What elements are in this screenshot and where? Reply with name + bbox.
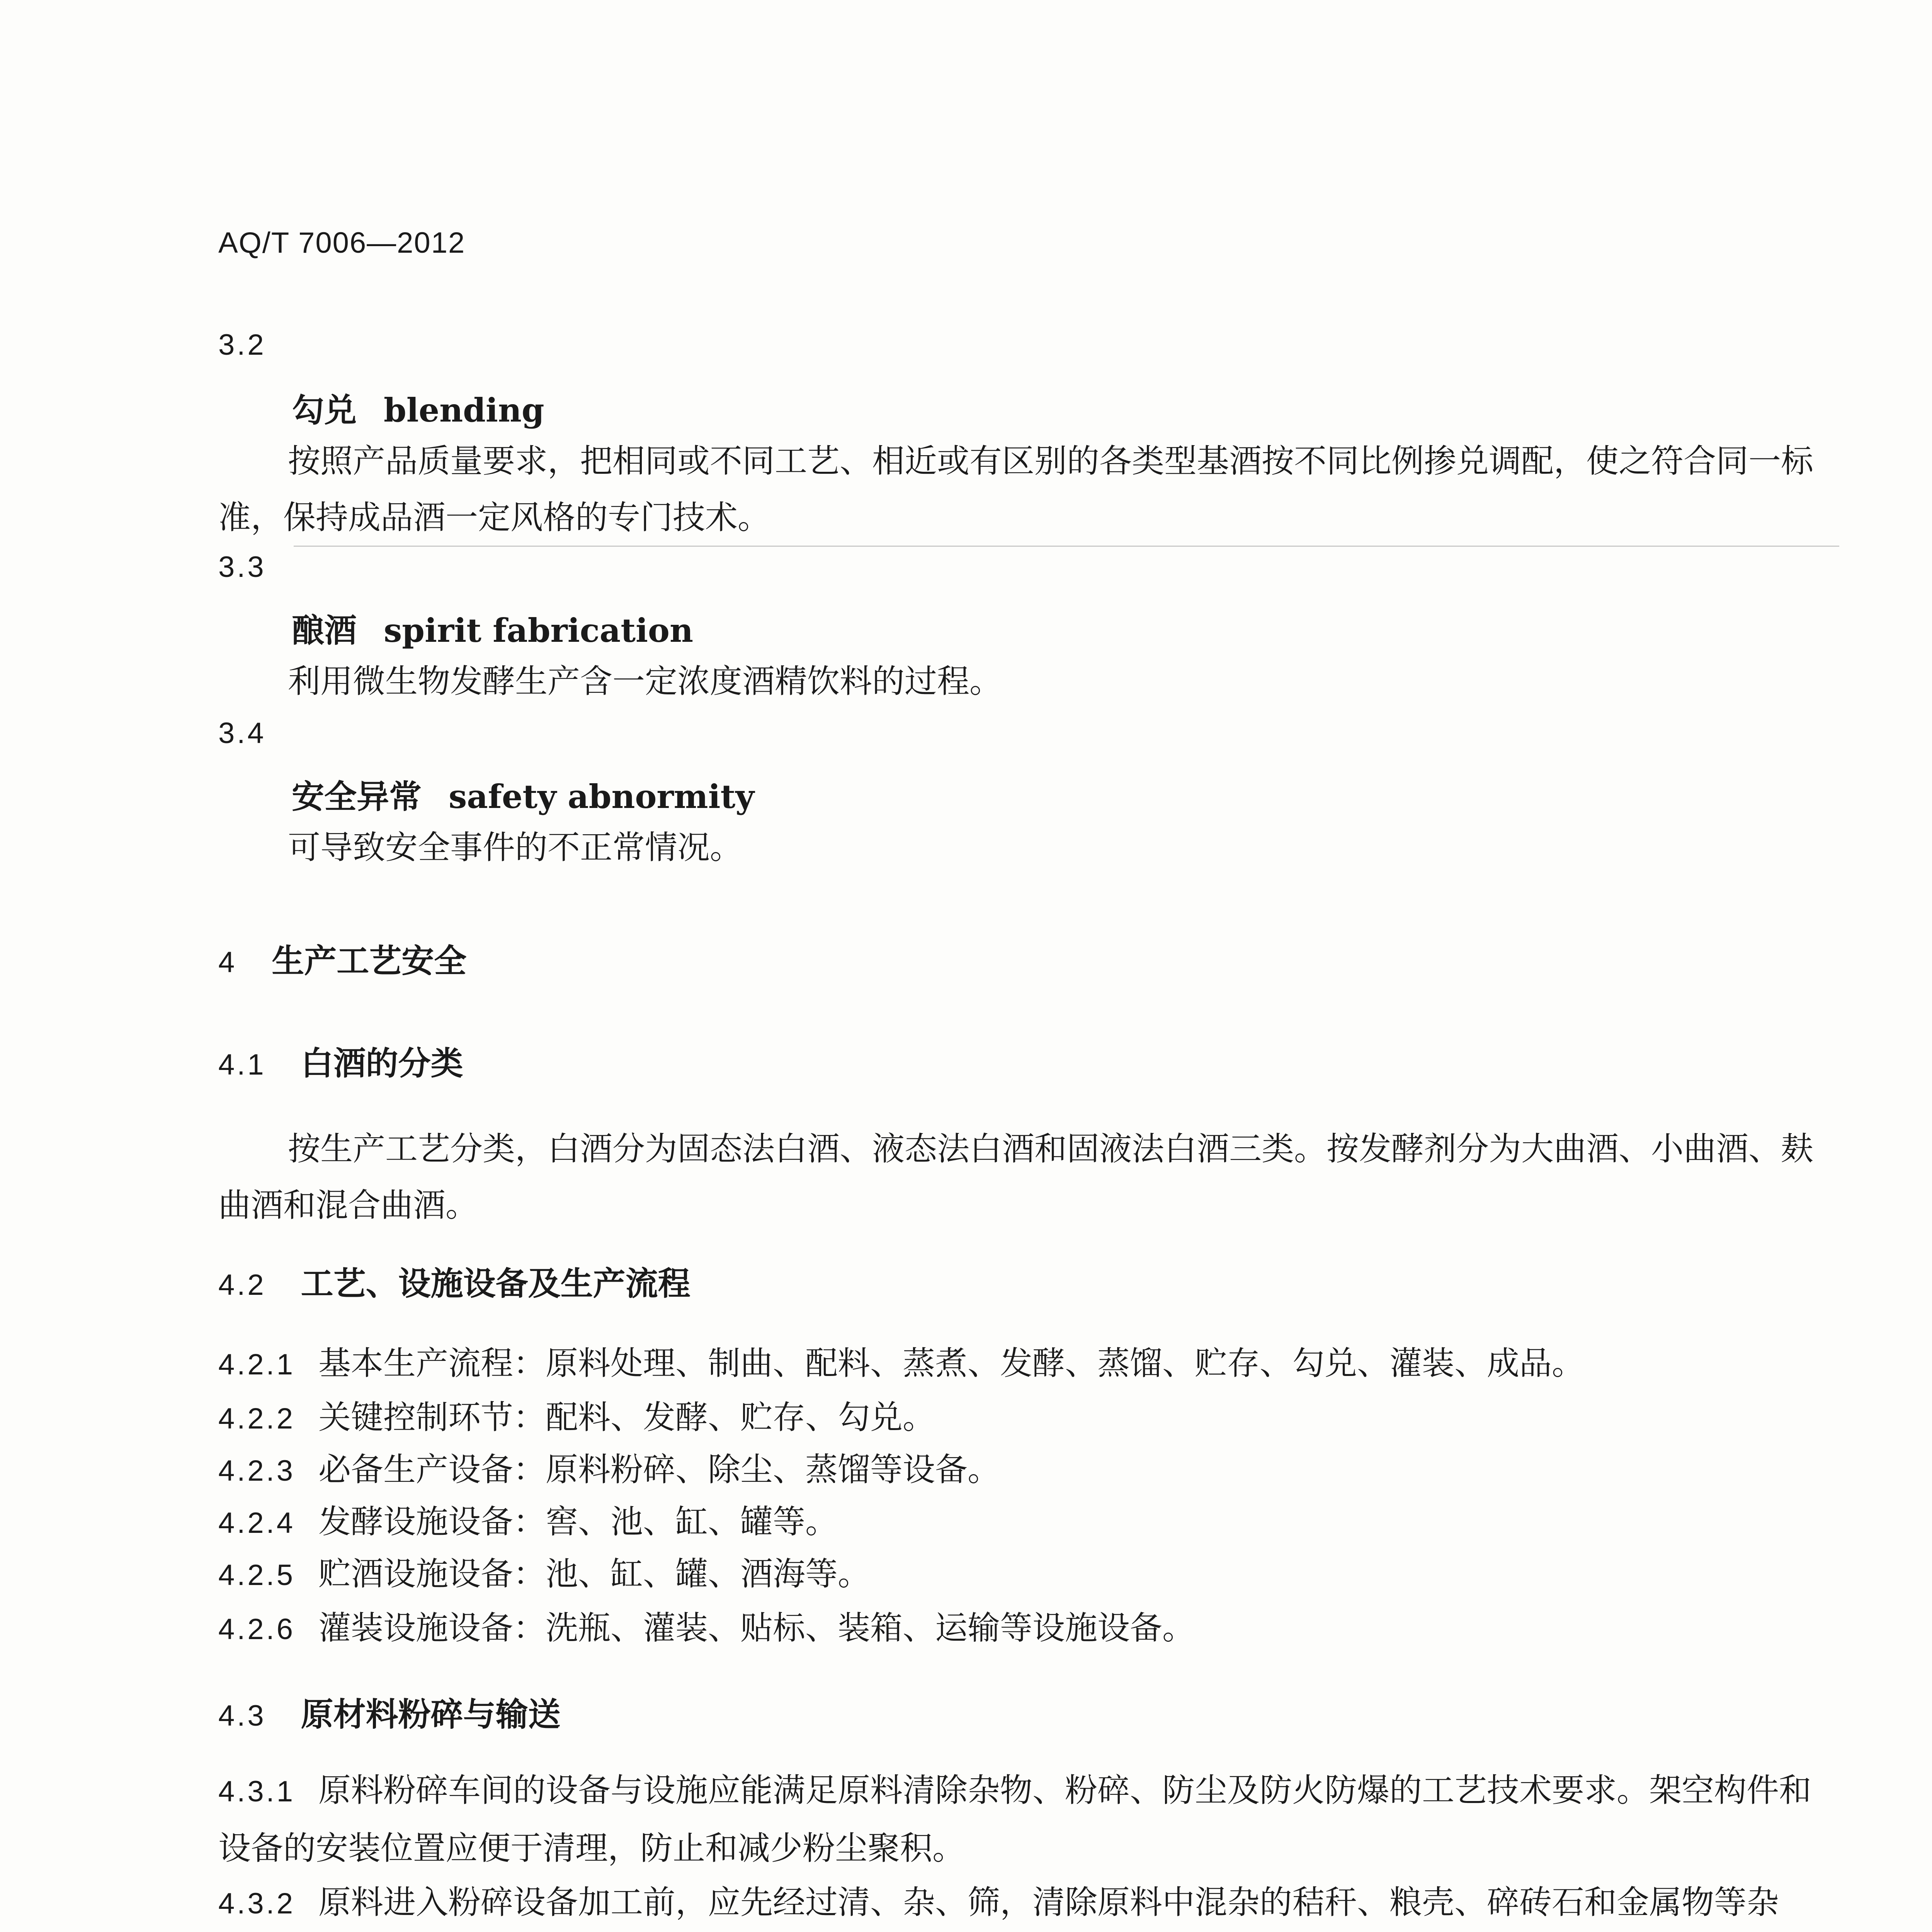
scan-line xyxy=(294,546,1839,547)
section-number: 4.3 xyxy=(218,1699,266,1732)
section-heading xyxy=(218,1037,463,1084)
clause xyxy=(218,1874,1841,1932)
clause xyxy=(218,1600,1841,1658)
section-number: 4.2 xyxy=(218,1269,266,1301)
term-en: spirit fabrication xyxy=(384,611,694,650)
term-number: 3.2 xyxy=(218,328,266,361)
clause-number: 4.2.4 xyxy=(218,1507,296,1539)
term-definition: 可导致安全事件的不正常情况。 xyxy=(288,828,743,866)
section-number: 4.1 xyxy=(218,1048,266,1081)
chapter-heading xyxy=(218,935,466,982)
section-title: 原材料粉碎与输送 xyxy=(301,1695,561,1733)
term-en: blending xyxy=(384,391,544,429)
clause xyxy=(218,1335,1841,1393)
term-definition: 利用微生物发酵生产含一定浓度酒精饮料的过程。 xyxy=(288,662,1002,700)
clause-text: 贮酒设施设备：池、缸、罐、酒海等。 xyxy=(318,1555,871,1593)
section-paragraph: 按生产工艺分类，白酒分为固态法白酒、液态法白酒和固液法白酒三类。按发酵剂分为大曲酒、小曲酒、麸曲酒和混合曲酒。 xyxy=(218,1130,1814,1224)
section-heading xyxy=(218,1258,690,1304)
clause-number: 4.3.1 xyxy=(218,1775,296,1808)
term-cn: 酿酒 xyxy=(292,611,357,650)
clause-text: 原料进入粉碎设备加工前，应先经过清、杂、筛，清除原料中混杂的秸秆、粮壳、碎砖石和金属物等杂 xyxy=(318,1883,1779,1921)
clause xyxy=(218,1441,1841,1499)
clause-number: 4.2.3 xyxy=(218,1454,296,1487)
clause-text: 必备生产设备：原料粉碎、除尘、蒸馏等设备。 xyxy=(318,1451,1000,1488)
clause-number: 4.3.2 xyxy=(218,1887,296,1920)
chapter-title: 生产工艺安全 xyxy=(272,942,467,980)
clause xyxy=(218,1389,1841,1447)
clause-text: 关键控制环节：配料、发酵、贮存、勾兑。 xyxy=(318,1398,935,1436)
clause-number: 4.2.5 xyxy=(218,1559,296,1592)
clause-text: 发酵设施设备：窖、池、缸、罐等。 xyxy=(318,1503,838,1541)
clause-number: 4.2.6 xyxy=(218,1613,296,1646)
clause-text: 灌装设施设备：洗瓶、灌装、贴标、装箱、运输等设施设备。 xyxy=(318,1609,1195,1647)
clause xyxy=(218,1762,1841,1876)
term-number: 3.4 xyxy=(218,717,266,750)
term-title xyxy=(292,384,544,431)
clause-text: 基本生产流程：原料处理、制曲、配料、蒸煮、发酵、蒸馏、贮存、勾兑、灌装、成品。 xyxy=(318,1344,1585,1382)
section-heading xyxy=(218,1689,561,1735)
term-title xyxy=(292,605,693,651)
clause-number: 4.2.1 xyxy=(218,1348,296,1381)
clause-text: 原料粉碎车间的设备与设施应能满足原料清除杂物、粉碎、防尘及防火防爆的工艺技术要求。架空构件和设备的安装位置应便于清理，防止和减少粉尘聚积。 xyxy=(218,1771,1812,1867)
clause-number: 4.2.2 xyxy=(218,1402,296,1435)
clause xyxy=(218,1546,1841,1604)
term-cn: 勾兑 xyxy=(292,391,357,429)
term-en: safety abnormity xyxy=(449,777,755,816)
term-definition: 按照产品质量要求，把相同或不同工艺、相近或有区别的各类型基酒按不同比例掺兑调配，使之符合同一标准，保持成品酒一定风格的专门技术。 xyxy=(218,442,1814,536)
section-title: 工艺、设施设备及生产流程 xyxy=(301,1264,690,1303)
chapter-number: 4 xyxy=(218,946,237,979)
standard-number: AQ/T 7006—2012 xyxy=(218,226,466,259)
term-title xyxy=(292,771,754,818)
clause xyxy=(218,1493,1841,1551)
term-number: 3.3 xyxy=(218,551,266,583)
term-cn: 安全异常 xyxy=(292,777,422,816)
section-title: 白酒的分类 xyxy=(301,1044,463,1082)
